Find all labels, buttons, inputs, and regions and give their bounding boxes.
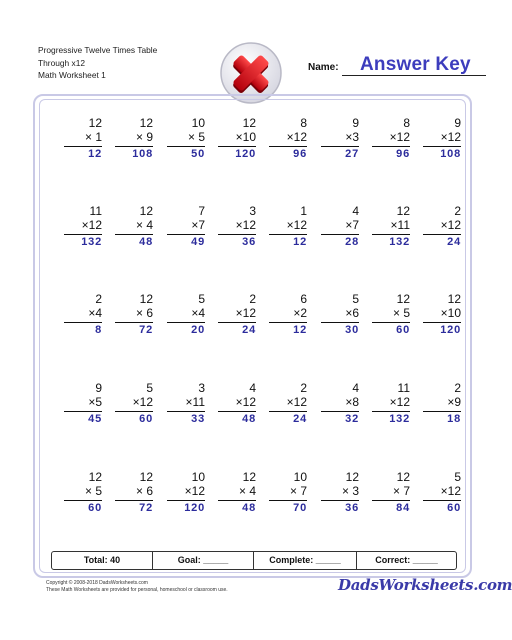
product-line [167,500,205,501]
problem-item [216,292,256,337]
product-line [321,411,359,412]
multiplier: ×12 [440,218,461,232]
multiplier: ×7 [345,218,359,232]
multiplicand: 5 [198,292,205,306]
answer: 24 [293,413,307,425]
problem-item [62,116,102,161]
multiplicand: 12 [396,292,410,306]
multiplicand: 12 [139,116,153,130]
product-line [321,234,359,235]
problem-item [165,470,205,515]
problem-grid [44,106,460,534]
problem-item [370,292,410,337]
answer: 60 [447,502,461,514]
problem-item [319,116,359,161]
multiplier: ×4 [88,306,102,320]
multiplier: ×12 [440,130,461,144]
answer: 60 [88,502,102,514]
title-line-3: Math Worksheet 1 [38,70,106,80]
multiplicand: 2 [95,292,102,306]
problem-item [267,116,307,161]
problem-item [267,381,307,426]
copyright-line-1: Copyright © 2008-2018 DadsWorksheets.com [46,580,148,586]
problem-item [267,204,307,249]
problem-item [370,116,410,161]
multiplier: ×9 [447,395,461,409]
multiplicand: 6 [300,292,307,306]
multiplier: ×12 [389,395,410,409]
multiplicand: 4 [249,381,256,395]
multiplicand: 5 [352,292,359,306]
multiplicand: 3 [198,381,205,395]
product-line [218,146,256,147]
problem-item [267,292,307,337]
product-line [218,234,256,235]
multiplicand: 11 [89,204,102,218]
multiplicand: 12 [139,204,153,218]
answer: 20 [191,324,205,336]
problem-item [370,381,410,426]
answer: 84 [396,502,410,514]
product-line [372,411,410,412]
multiplicand: 4 [352,381,359,395]
product-line [321,322,359,323]
title-line-1: Progressive Twelve Times Table [38,45,158,55]
multiplier: ×12 [286,130,307,144]
problem-item [421,116,461,161]
product-line [423,234,461,235]
problem-item [62,292,102,337]
problem-item [62,381,102,426]
multiplier: × 3 [341,484,359,498]
multiplicand: 12 [88,470,102,484]
answer: 60 [139,413,153,425]
multiplicand: 5 [146,381,153,395]
multiplicand: 12 [345,470,359,484]
problem-item [216,204,256,249]
problem-item [165,292,205,337]
worksheet-title [38,44,157,82]
product-line [167,146,205,147]
multiplier: × 6 [135,306,153,320]
multiplier: ×11 [185,395,205,409]
answer: 49 [191,236,205,248]
product-line [269,146,307,147]
answer: 48 [139,236,153,248]
multiplier: × 4 [238,484,256,498]
multiplier: ×12 [235,306,256,320]
multiplier: ×8 [345,395,359,409]
complete-field: Complete: _____ [269,555,341,565]
answer: 132 [389,413,410,425]
answer: 120 [235,148,256,160]
answer-key-label: Answer Key [360,54,471,75]
problem-item [165,381,205,426]
answer: 48 [242,413,256,425]
answer: 8 [95,324,102,336]
multiplicand: 5 [454,470,461,484]
multiplier: × 1 [84,130,102,144]
multiplier: × 7 [392,484,410,498]
multiplicand: 10 [191,116,205,130]
multiplicand: 2 [300,381,307,395]
multiplicand: 11 [397,381,410,395]
product-line [269,411,307,412]
product-line [372,500,410,501]
problem-item [216,116,256,161]
multiplicand: 4 [352,204,359,218]
correct-field: Correct: _____ [375,555,438,565]
multiplicand: 8 [403,116,410,130]
product-line [64,234,102,235]
multiplicand: 10 [293,470,307,484]
multiplicand: 12 [139,292,153,306]
multiplier: ×7 [191,218,205,232]
product-line [321,500,359,501]
multiplier: × 6 [135,484,153,498]
answer: 108 [440,148,461,160]
answer: 120 [440,324,461,336]
multiplicand: 12 [242,116,256,130]
answer: 32 [345,413,359,425]
product-line [423,411,461,412]
multiplier: × 5 [84,484,102,498]
multiplier: ×6 [345,306,359,320]
answer: 36 [242,236,256,248]
product-line [115,146,153,147]
answer: 18 [447,413,461,425]
answer: 72 [139,502,153,514]
multiplicand: 12 [88,116,102,130]
problem-item [319,292,359,337]
product-line [372,322,410,323]
answer: 70 [293,502,307,514]
problem-item [421,292,461,337]
product-line [372,234,410,235]
problem-item [370,204,410,249]
multiplier: × 4 [135,218,153,232]
answer: 24 [447,236,461,248]
problem-item [216,381,256,426]
product-line [64,146,102,147]
multiplier: × 9 [135,130,153,144]
multiplicand: 12 [396,470,410,484]
problem-item [421,470,461,515]
multiplier: ×12 [440,484,461,498]
problem-item [113,292,153,337]
site-logo: DadsWorksheets.com [338,576,512,594]
product-line [167,411,205,412]
title-line-2: Through x12 [38,57,86,68]
answer: 12 [293,236,307,248]
multiplier: ×3 [345,130,359,144]
goal-field: Goal: _____ [177,555,229,565]
multiplicand: 2 [454,204,461,218]
copyright-notice [46,580,228,593]
answer: 96 [293,148,307,160]
product-line [372,146,410,147]
product-line [423,146,461,147]
multiplicand: 1 [300,204,307,218]
total-count: Total: 40 [83,555,121,565]
multiplier: ×12 [286,218,307,232]
product-line [321,146,359,147]
multiplicand: 7 [198,204,205,218]
problem-item [165,204,205,249]
problem-item [113,470,153,515]
product-line [115,411,153,412]
multiplier: ×11 [390,218,410,232]
answer: 12 [88,148,102,160]
multiplier: ×5 [88,395,102,409]
multiplier: ×12 [81,218,102,232]
multiplier: ×12 [389,130,410,144]
multiplicand: 2 [454,381,461,395]
answer: 45 [88,413,102,425]
name-label: Name: [308,62,339,73]
product-line [423,322,461,323]
multiplicand: 8 [300,116,307,130]
name-field [302,56,486,78]
answer: 108 [132,148,153,160]
multiplicand: 12 [242,470,256,484]
answer: 30 [345,324,359,336]
product-line [115,500,153,501]
problem-item [113,116,153,161]
answer: 33 [191,413,205,425]
product-line [115,322,153,323]
multiplier: × 5 [187,130,205,144]
multiplicand: 9 [95,381,102,395]
answer: 96 [396,148,410,160]
answer: 50 [191,148,205,160]
answer: 36 [345,502,359,514]
multiplier: × 7 [289,484,307,498]
multiplier: ×12 [235,395,256,409]
product-line [115,234,153,235]
product-line [423,500,461,501]
problem-item [319,381,359,426]
answer: 72 [139,324,153,336]
product-line [218,500,256,501]
copyright-line-2: These Math Worksheets are provided for personal, homeschool or classroom use. [46,586,228,593]
problem-item [165,116,205,161]
problem-item [267,470,307,515]
product-line [64,322,102,323]
problem-item [421,204,461,249]
problem-item [113,381,153,426]
multiplicand: 12 [447,292,461,306]
multiplicand: 9 [352,116,359,130]
product-line [64,411,102,412]
multiplier: ×12 [184,484,205,498]
problem-item [216,470,256,515]
multiplier: ×4 [191,306,205,320]
problem-item [113,204,153,249]
answer: 28 [345,236,359,248]
product-line [269,322,307,323]
multiplier: ×2 [293,306,307,320]
multiplicand: 10 [191,470,205,484]
multiplicand: 2 [249,292,256,306]
answer: 48 [242,502,256,514]
problem-item [319,204,359,249]
product-line [218,322,256,323]
problem-item [421,381,461,426]
problem-item [370,470,410,515]
multiplicand: 9 [454,116,461,130]
multiplier: ×10 [440,306,461,320]
product-line [218,411,256,412]
answer: 60 [396,324,410,336]
problem-item [62,470,102,515]
multiplier: × 5 [392,306,410,320]
multiplicand: 12 [139,470,153,484]
multiplicand: 3 [249,204,256,218]
product-line [64,500,102,501]
answer: 24 [242,324,256,336]
multiplicand: 12 [396,204,410,218]
score-footer [51,551,457,570]
product-line [167,234,205,235]
answer: 120 [184,502,205,514]
product-line [167,322,205,323]
answer: 12 [293,324,307,336]
product-line [269,234,307,235]
product-line [269,500,307,501]
problem-item [62,204,102,249]
problem-item [319,470,359,515]
multiplier: ×12 [286,395,307,409]
answer: 132 [81,236,102,248]
multiplier: ×12 [132,395,153,409]
multiplier: ×10 [235,130,256,144]
answer: 27 [345,148,359,160]
multiplier: ×12 [235,218,256,232]
answer: 132 [389,236,410,248]
